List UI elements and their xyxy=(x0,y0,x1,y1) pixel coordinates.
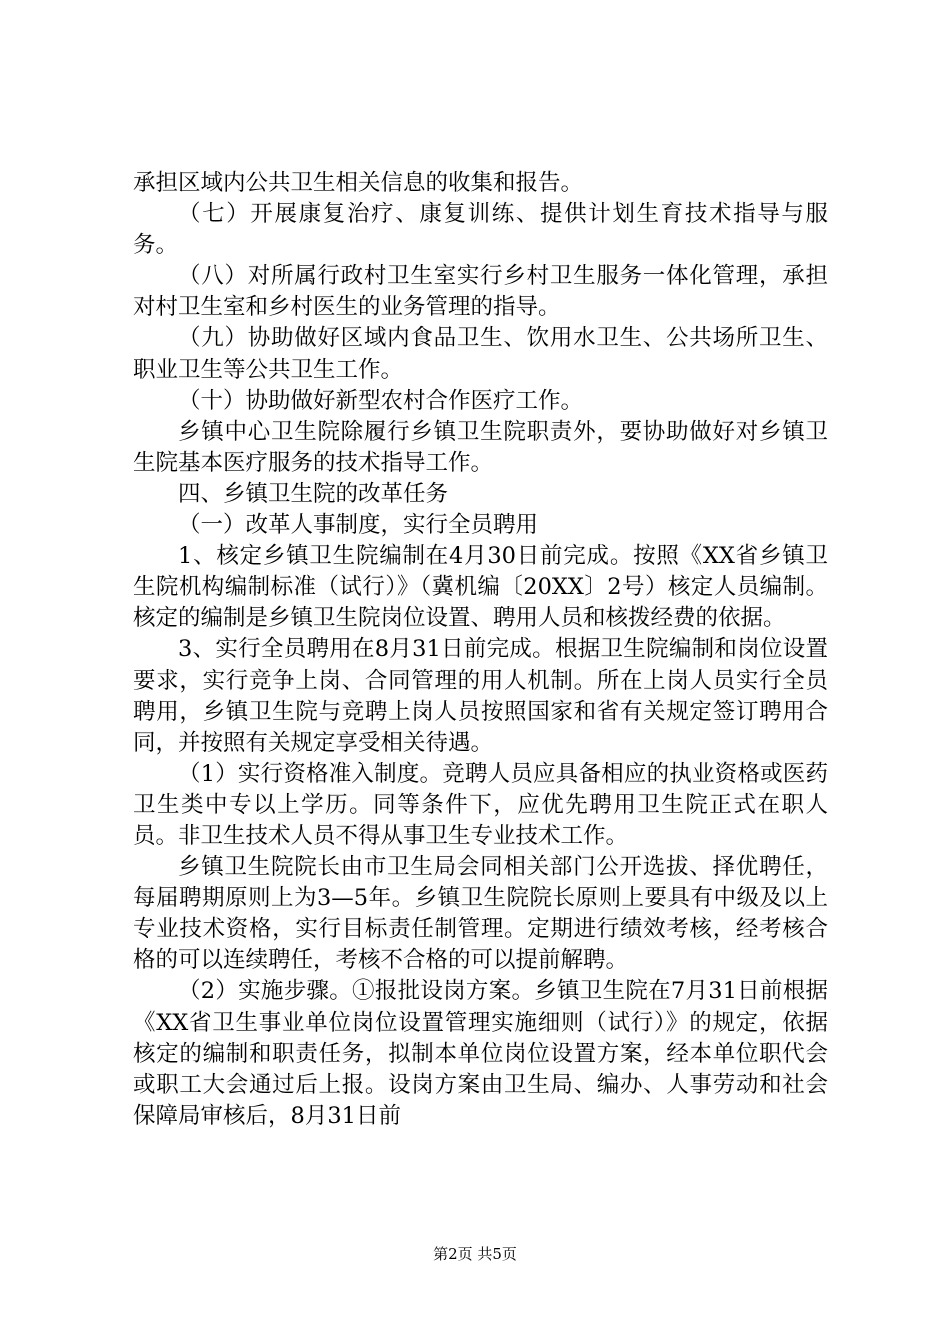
paragraph-6: 乡镇中心卫生院除履行乡镇卫生院职责外，要协助做好对乡镇卫生院基本医疗服务的技术指导工作。 xyxy=(133,418,828,476)
paragraph-4: （九）协助做好区域内食品卫生、饮用水卫生、公共场所卫生、职业卫生等公共卫生工作。 xyxy=(133,325,828,383)
paragraph-10: 3、实行全员聘用在8月31日前完成。根据卫生院编制和岗位设置要求，实行竞争上岗、合同管理的用人机制。所在上岗人员实行全员聘用，乡镇卫生院与竞聘上岗人员按照国家和省有关规定签订聘用合同，并按照有关规定享受相关待遇。 xyxy=(133,636,828,756)
subsection-heading: （一）改革人事制度，实行全员聘用 xyxy=(178,512,539,539)
section-heading: 四、乡镇卫生院的改革任务 xyxy=(178,480,449,507)
paragraph-12: 乡镇卫生院院长由市卫生局会同相关部门公开选拔、择优聘任，每届聘期原则上为3—5年。乡镇卫生院院长原则上要具有中级及以上专业技术资格，实行目标责任制管理。定期进行绩效考核，经考核合格的可以连续聘任，考核不合格的可以提前解聘。 xyxy=(133,854,828,974)
paragraph-3: （八）对所属行政村卫生室实行乡村卫生服务一体化管理，承担对村卫生室和乡村医生的业务管理的指导。 xyxy=(133,263,828,321)
paragraph-2: （七）开展康复治疗、康复训练、提供计划生育技术指导与服务。 xyxy=(133,201,828,259)
paragraph-5: （十）协助做好新型农村合作医疗工作。 xyxy=(178,387,584,414)
paragraph-13: （2）实施步骤。①报批设岗方案。乡镇卫生院在7月31日前根据《XX省卫生事业单位岗位设置管理实施细则（试行）》的规定，依据核定的编制和职责任务，拟制本单位岗位设置方案，经本单位职代会或职工大会通过后上报。设岗方案由卫生局、编办、人事劳动和社会保障局审核后，8月31日前 xyxy=(133,978,828,1129)
paragraph-1: 承担区域内公共卫生相关信息的收集和报告。 xyxy=(133,170,584,196)
paragraph-9: 1、核定乡镇卫生院编制在4月30日前完成。按照《XX省乡镇卫生院机构编制标准（试行）》（冀机编〔20XX〕2号）核定人员编制。核定的编制是乡镇卫生院岗位设置、聘用人员和核拨经费的依据。 xyxy=(133,543,828,632)
page-footer: 第2页 共5页 xyxy=(433,1245,517,1263)
document-body xyxy=(133,168,828,1132)
paragraph-11: （1）实行资格准入制度。竞聘人员应具备相应的执业资格或医药卫生类中专以上学历。同等条件下，应优先聘用卫生院正式在职人员。非卫生技术人员不得从事卫生专业技术工作。 xyxy=(133,760,828,849)
